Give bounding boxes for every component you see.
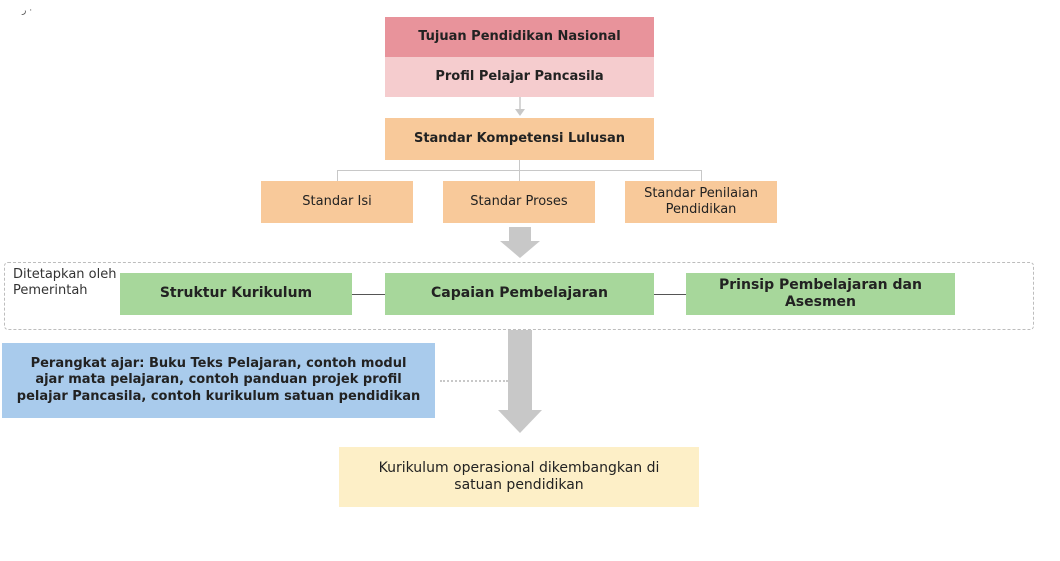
- teaching-tools-box: [2, 343, 435, 418]
- graduate-standard-label: Standar Kompetensi Lulusan: [413, 130, 626, 146]
- top-text-fragment: ر‌ ·: [22, 6, 33, 16]
- tree-leaf-line-3: [701, 170, 702, 181]
- standard-process-box: [443, 181, 595, 223]
- gov-connector-right: [654, 294, 686, 295]
- national-goal-box: [385, 17, 654, 57]
- government-label: Ditetapkan oleh Pemerintah: [13, 267, 117, 298]
- student-profile-label: Profil Pelajar Pancasila: [435, 68, 604, 84]
- standard-assessment-label: Standar Penilaian Pendidikan: [644, 185, 758, 217]
- national-goal-label: Tujuan Pendidikan Nasional: [418, 28, 621, 44]
- tree-leaf-line-1: [337, 170, 338, 181]
- learning-principles-label: Prinsip Pembelajaran dan Asesmen: [719, 276, 922, 310]
- standard-content-label: Standar Isi: [302, 193, 372, 209]
- student-profile-box: [385, 57, 654, 97]
- standard-content-box: [261, 181, 413, 223]
- big-down-arrow-1: [500, 227, 540, 259]
- tree-leaf-line-2: [519, 170, 520, 181]
- curriculum-structure-label: Struktur Kurikulum: [159, 285, 313, 302]
- curriculum-structure-box: [120, 273, 352, 315]
- operational-curriculum-label: Kurikulum operasional dikembangkan di satuan pendidikan: [378, 459, 660, 493]
- standard-process-label: Standar Proses: [470, 193, 568, 209]
- small-down-arrow: [514, 97, 526, 117]
- big-down-arrow-2: [498, 330, 542, 434]
- graduate-standard-box: [385, 118, 654, 160]
- operational-curriculum-box: [339, 447, 699, 507]
- gov-connector-left: [352, 294, 385, 295]
- learning-outcomes-box: [385, 273, 654, 315]
- learning-outcomes-label: Capaian Pembelajaran: [431, 285, 608, 302]
- learning-principles-box: [686, 273, 955, 315]
- teaching-tools-label: Perangkat ajar: Buku Teks Pelajaran, contoh modul ajar mata pelajaran, contoh panduan projek profil pelajar Pancasila, contoh kurikulum satuan pendidikan: [16, 356, 421, 404]
- standard-assessment-box: [625, 181, 777, 223]
